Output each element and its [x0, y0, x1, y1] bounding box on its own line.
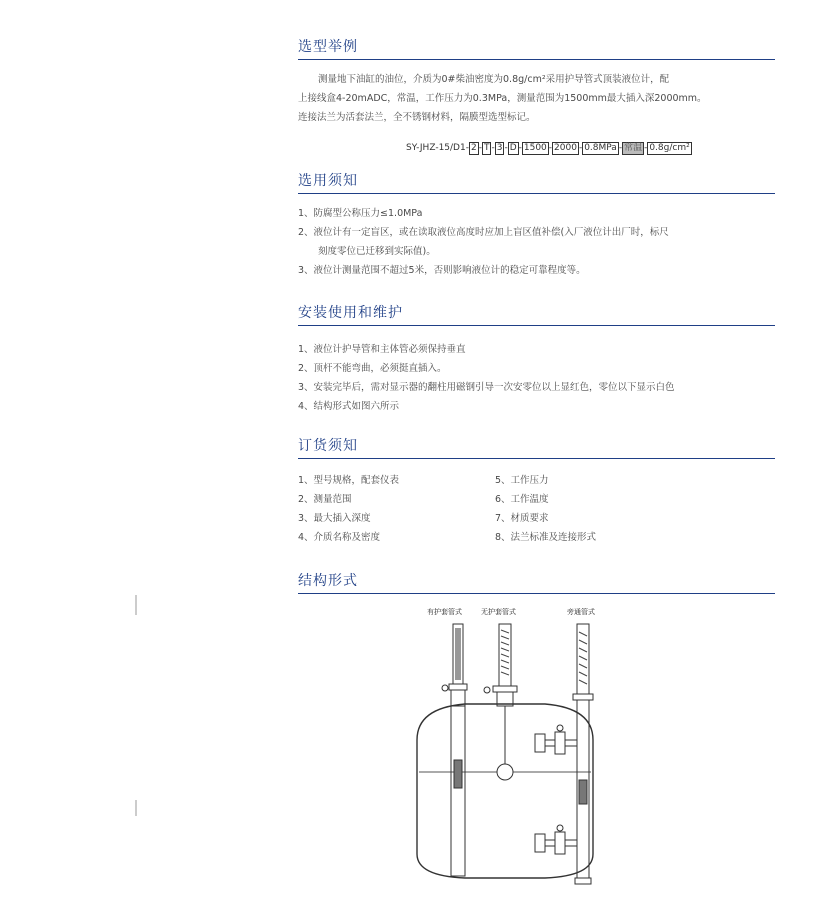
- section-title: 安装使用和维护: [298, 305, 403, 321]
- paragraph-line: 连接法兰为活套法兰，全不锈钢材料，隔膜型选型标记。: [298, 112, 536, 123]
- scan-mark: [135, 800, 137, 816]
- section-divider: [298, 458, 775, 459]
- protective-tube: [451, 706, 465, 876]
- list-item: 2、顶杆不能弯曲，必须挺直插入。: [298, 363, 447, 374]
- list-item: 2、液位计有一定盲区，或在读取液位高度时应加上盲区值补偿(入厂液位计出厂时，标尺: [298, 227, 669, 238]
- list-item: 3、液位计测量范围不超过5米，否则影响液位计的稳定可靠程度等。: [298, 265, 586, 276]
- float-ball: [497, 764, 513, 780]
- model-code: [406, 142, 692, 155]
- section-title: 选型举例: [298, 39, 358, 55]
- code-box: 0.8g/cm²: [649, 143, 690, 153]
- list-item: 1、液位计护导管和主体管必须保持垂直: [298, 344, 466, 355]
- code-box: T: [483, 143, 490, 153]
- diagram-label: 有护套管式: [427, 608, 462, 616]
- code-box: 1500: [523, 143, 547, 153]
- section-structure: [298, 570, 775, 594]
- list-item: 1、防腐型公称压力≤1.0MPa: [298, 208, 423, 219]
- level-gauge-diagram: [405, 600, 625, 892]
- code-box: 2000: [554, 143, 577, 153]
- code-box: 0.8MPa: [584, 143, 617, 153]
- code-sep: -: [644, 143, 648, 153]
- list-item: 8、法兰标准及连接形式: [495, 532, 597, 543]
- scan-mark: [135, 595, 137, 615]
- section-title: 结构形式: [298, 573, 358, 589]
- section-title: 选用须知: [298, 173, 358, 189]
- section-installation: [298, 302, 775, 416]
- valve-icon: [442, 685, 448, 691]
- code-sep: -: [478, 143, 482, 153]
- paragraph-line: 测量地下油缸的油位，介质为0#柴油密度为0.8g/cm²采用护导管式顶装液位计，配: [318, 74, 670, 85]
- section-divider: [298, 593, 775, 594]
- code-box: 2: [470, 143, 477, 153]
- list-item: 4、介质名称及密度: [298, 532, 381, 543]
- code-box: 常温: [624, 143, 643, 153]
- list-item: 1、型号规格，配套仪表: [298, 475, 400, 486]
- code-sep: -: [518, 143, 522, 153]
- section-divider: [298, 59, 775, 60]
- section-selection-example: [298, 36, 775, 127]
- code-sep: -: [578, 143, 583, 153]
- section-divider: [298, 325, 775, 326]
- list-item: 4、结构形式如图六所示: [298, 401, 400, 412]
- section-title: 订货须知: [298, 438, 358, 454]
- code-sep: -: [491, 143, 495, 153]
- section-selection-notes: [298, 170, 775, 280]
- paragraph-line: 上接线盒4-20mADC，常温，工作压力为0.3MPa，测量范围为1500mm最大插入深2000mm。: [298, 93, 707, 104]
- list-item: 6、工作温度: [495, 494, 549, 505]
- valve-icon: [484, 687, 490, 693]
- list-item: 7、材质要求: [495, 513, 549, 524]
- code-box: D: [509, 143, 517, 153]
- list-item: 2、测量范围: [298, 494, 352, 505]
- section-divider: [298, 193, 775, 194]
- code-sep: -: [618, 143, 623, 153]
- diagram-label: 旁通管式: [567, 608, 595, 616]
- code-prefix: SY-JHZ-15/D1-: [406, 143, 469, 153]
- code-sep: -: [504, 143, 508, 153]
- valve-icon: [557, 725, 563, 731]
- list-item: 5、工作压力: [495, 475, 549, 486]
- section-ordering: [298, 435, 775, 547]
- list-item: 3、安装完毕后，需对显示器的翻柱用磁钢引导一次安零位以上显红色，零位以下显示白色: [298, 382, 675, 393]
- list-item: 刻度零位已迁移到实际值)。: [318, 246, 436, 257]
- diagram-label: 无护套管式: [481, 608, 516, 616]
- code-box: 3: [496, 143, 503, 153]
- code-sep: -: [548, 143, 553, 153]
- list-item: 3、最大插入深度: [298, 513, 371, 524]
- valve-icon: [557, 825, 563, 831]
